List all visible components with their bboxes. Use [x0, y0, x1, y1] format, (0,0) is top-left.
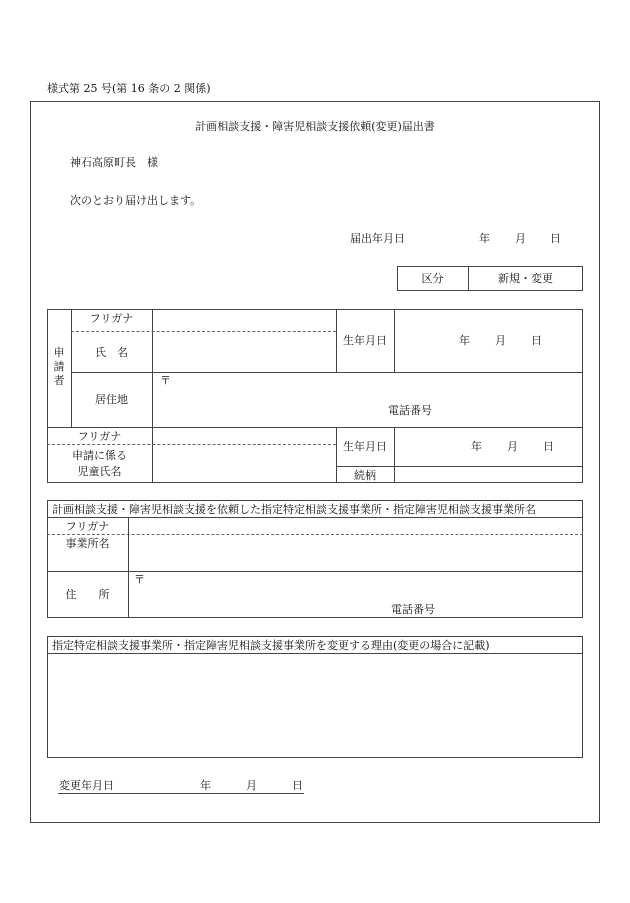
child-name-label-line2: 児童氏名 [77, 465, 122, 478]
change-date-underline [58, 793, 304, 794]
child-birth-label: 生年月日 [343, 440, 387, 453]
change-date-year: 年 [200, 779, 211, 792]
change-date-month: 月 [246, 779, 257, 792]
child-furigana-label: フリガナ [77, 430, 122, 443]
filing-date-day: 日 [550, 232, 561, 245]
applicant-birth-label: 生年月日 [343, 334, 387, 347]
child-birth-day: 日 [543, 440, 554, 453]
child-furigana-field[interactable] [153, 428, 336, 444]
category-label: 区分 [421, 272, 444, 285]
change-date-day: 日 [292, 779, 303, 792]
filing-date-month: 月 [515, 232, 526, 245]
office-name-field[interactable] [129, 535, 583, 571]
child-name-label-line1: 申請に係る [72, 449, 127, 462]
child-relationship-field[interactable] [395, 467, 583, 482]
office-furigana-label: フリガナ [65, 520, 110, 533]
office-phone-label: 電話番号 [391, 603, 435, 616]
applicant-phone-label: 電話番号 [388, 404, 432, 417]
applicant-name-label: 氏 名 [95, 346, 128, 359]
reason-heading: 指定特定相談支援事業所・指定障害児相談支援事業所を変更する理由(変更の場合に記載) [52, 639, 490, 652]
intro-text: 次のとおり届け出します。 [70, 194, 202, 207]
reason-field[interactable] [48, 654, 582, 757]
office-heading: 計画相談支援・障害児相談支援を依頼した指定特定相談支援事業所・指定障害児相談支援事業所名 [52, 503, 536, 516]
child-birth-year: 年 [471, 440, 482, 453]
applicant-side-label: 申請者 [53, 346, 65, 387]
child-name-field[interactable] [153, 445, 336, 482]
office-address-field[interactable] [129, 572, 583, 617]
change-date-field[interactable] [118, 776, 304, 793]
filing-date-year: 年 [479, 232, 490, 245]
office-address-label: 住 所 [65, 588, 110, 601]
form-number: 様式第 25 号(第 16 条の 2 関係) [47, 82, 211, 95]
applicant-birth-day: 日 [531, 334, 542, 347]
form-title: 計画相談支援・障害児相談支援依頼(変更)届出書 [195, 120, 435, 133]
change-date-label: 変更年月日 [59, 779, 114, 792]
office-name-label: 事業所名 [65, 537, 110, 550]
filing-date-label: 届出年月日 [350, 232, 405, 245]
child-relationship-label: 続柄 [354, 469, 376, 482]
child-birthdate-field[interactable] [395, 428, 583, 466]
applicant-address-label: 居住地 [95, 393, 128, 406]
applicant-birthdate-field[interactable] [395, 310, 583, 372]
applicant-birth-year: 年 [459, 334, 470, 347]
category-value[interactable]: 新規・変更 [498, 272, 553, 285]
applicant-furigana-label: フリガナ [89, 312, 134, 325]
applicant-name-field[interactable] [153, 332, 336, 372]
applicant-postal-mark: 〒 [160, 374, 171, 387]
office-furigana-field[interactable] [129, 518, 583, 534]
addressee: 神石高原町長 様 [70, 156, 158, 169]
applicant-furigana-field[interactable] [153, 310, 336, 331]
applicant-address-field[interactable] [153, 373, 583, 427]
office-postal-mark: 〒 [134, 573, 145, 586]
child-birth-month: 月 [507, 440, 518, 453]
applicant-birth-month: 月 [495, 334, 506, 347]
